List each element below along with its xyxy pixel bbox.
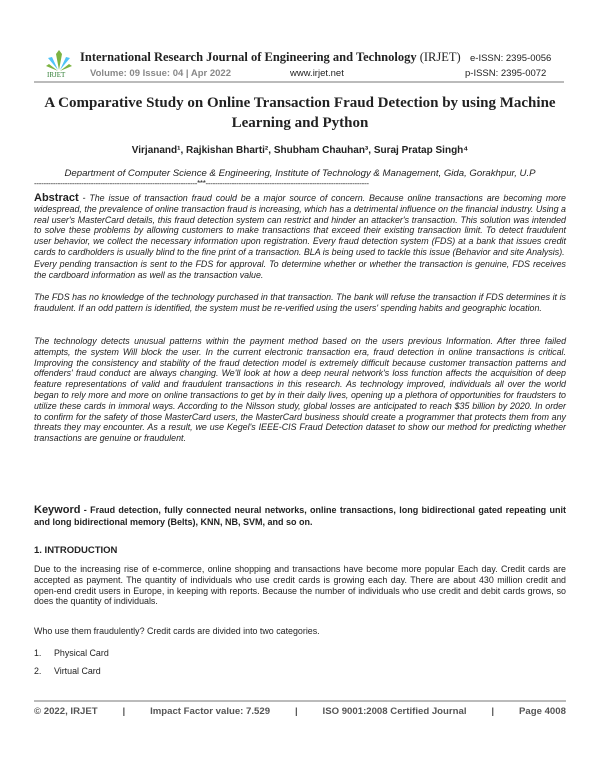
list-item [34,666,101,676]
affiliation: Department of Computer Science & Engineering, Institute of Technology & Management, Gida, Gorakhpur, U.P [64,168,536,179]
volume-issue: Volume: 09 Issue: 04 | Apr 2022 [90,68,231,79]
abstract-label: Abstract [34,192,79,204]
journal-title: International Research Journal of Engineering and Technology (IRJET) [80,50,461,64]
authors: Virjanand¹, Rajkishan Bharti², Shubham Chauhan³, Suraj Pratap Singh⁴ [131,145,469,156]
abstract-paragraph: Every pending transaction is sent to the FDS for approval. To determine whether or whether the transaction is genuine, FDS receives the cardboard information as well as the transaction value. [34,259,566,280]
svg-text:IRJET: IRJET [47,71,66,78]
journal-url[interactable]: www.irjet.net [290,68,344,79]
abstract-paragraph: The technology detects unusual patterns within the payment method based on the users previous Information. After three failed attempts, the system Will block the user. In the current electronic transaction era, fraud detection in online transactions is critical. Improving the consistency and stability of the fraud detection model is extremely difficult because customer transaction patterns and offenders' fraud conduct are always changing. We'll look at how a deep neural network's loss function affects the acquisition of deep feature representations of valid and fraudulent transactions in this research. As technology improved, individuals all over the world began to rely more and more on online transactions to get by in their daily lives, opening up a plethora of opportunities for fraudsters to utilize these cards in immoral ways. According to the Nilsson study, global losses are anticipated to reach $35 billion by 2020. In order to confirm for the safety of those MasterCard users, the MasterCard business should create a programmer that protects them from any threats they may encounter. As a result, we use Kegel's IEEE-CIS Fraud Detection dataset to show our method for predicting whether transactions are genuine or fraudulent. [34,336,566,444]
intro-question: Who use them fraudulently? Credit cards are divided into two categories. [34,626,320,636]
section-heading: 1. INTRODUCTION [34,545,118,556]
keyword-text: - Fraud detection, fully connected neural networks, online transactions, long bidirectional gated repeating unit and long bidirectional memory (Belts), KNN, NB, SVM, and so on. [34,505,566,527]
footer-divider [34,700,566,702]
iso-certification: ISO 9001:2008 Certified Journal [322,706,467,717]
abstract-paragraph [34,193,566,258]
irjet-logo [44,48,74,78]
impact-factor: Impact Factor value: 7.529 [150,706,271,717]
list-text: Virtual Card [54,666,101,676]
list-number: 1. [34,648,42,658]
list-text: Physical Card [54,648,109,658]
keyword-label: Keyword [34,504,81,516]
header-divider [34,81,564,83]
footer-separator: | [294,706,298,717]
copyright: © 2022, IRJET [34,706,98,717]
footer [34,706,566,717]
abstract-paragraph: The FDS has no knowledge of the technology purchased in that transaction. The bank will refuse the transaction if FDS determines it is fraudulent. If an odd pattern is identified, the system must be re-verified using the users' spending habits and geographic location. [34,292,566,313]
page-number: Page 4008 [518,706,566,717]
footer-separator: | [122,706,126,717]
e-issn: e-ISSN: 2395-0056 [470,53,552,64]
list-item [34,648,109,658]
p-issn: p-ISSN: 2395-0072 [465,68,547,79]
paper-title: A Comparative Study on Online Transaction Fraud Detection by using Machine Learning and Python [44,95,556,131]
footer-separator: | [491,706,495,717]
separator: ---------------------------------------------------------------------***--------------------------------------------------------------------- [34,179,369,188]
keywords [34,504,566,528]
list-number: 2. [34,666,42,676]
abstract-text: - The issue of transaction fraud could be a major source of concern. Because online transactions are becoming more widespread, the prevalence of online transaction fraud is increasing, which has a detrimental influence on the financial industry. Using a real user's MasterCard details, this fraud detection system can restrict and hinder an attacker's transaction. This solution was intended to solve these problems by allowing customers to make transactions that exceed their existing transaction limit. To detect fraudulent user behavior, we collect the necessary information upon registration. Every fraud detection system (FDS) at a bank that issues credit cards to cardholders is usually blind to the fine print of a transaction. BLA is being used to tackle this issue (Behavior and site Analysis). [34,193,566,257]
intro-paragraph: Due to the increasing rise of e-commerce, online shopping and transactions have become more popular Each day. Credit cards are accepted as payment. The quantity of individuals who use credit cards is growing each day. There are about 430 million credit and open-end credit users in Europe, in keeping with reports. Because the number of individuals who use credit and debit cards grows, so does the quantity of individuals. [34,564,566,607]
